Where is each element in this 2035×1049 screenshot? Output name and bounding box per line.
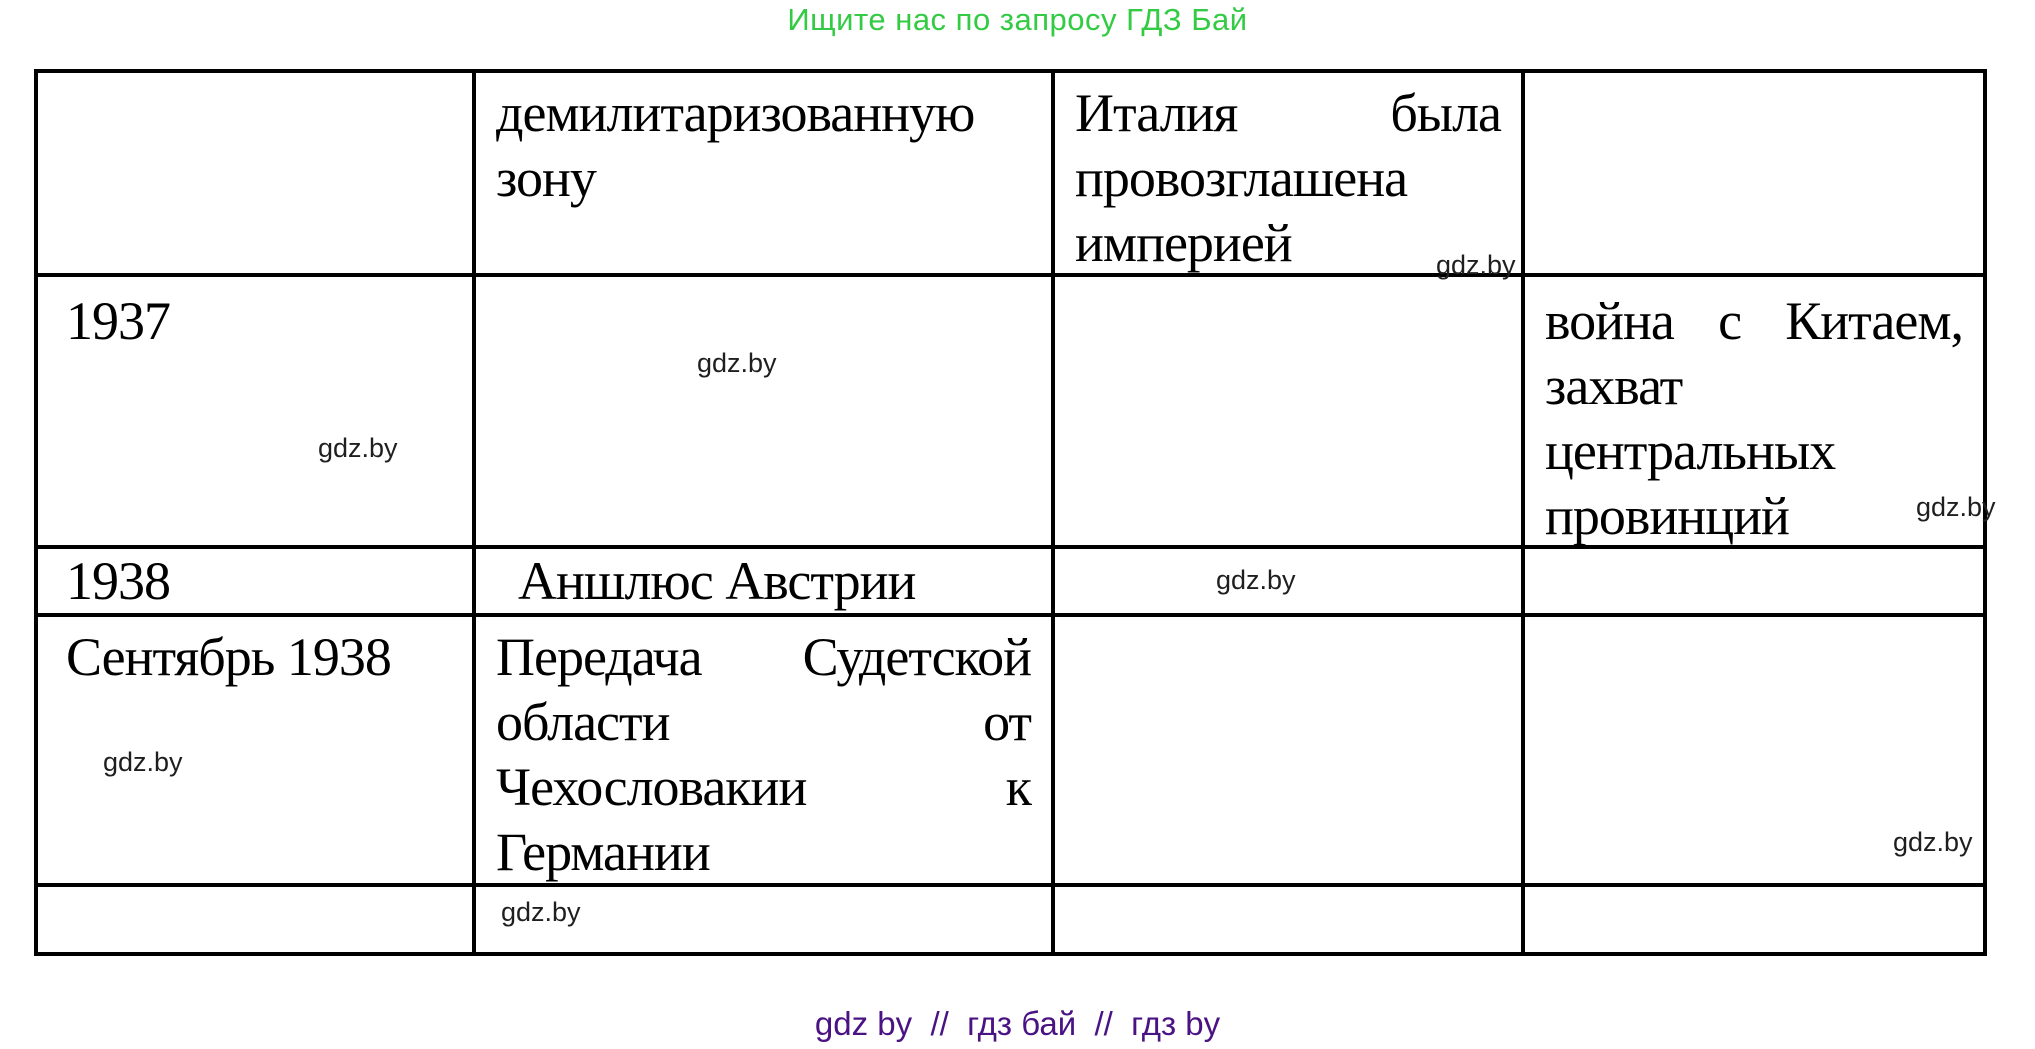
table-cell-r3-c2 bbox=[476, 549, 1055, 617]
promo-banner: Ищите нас по запросу ГДЗ Бай bbox=[787, 2, 1248, 37]
gdzby-watermark: gdz.by bbox=[103, 747, 183, 777]
cell-text-line: Сентябрь 1938 bbox=[66, 627, 391, 687]
table-cell-r1-c2 bbox=[476, 73, 1055, 277]
cell-text-line: Чехословакии к bbox=[496, 757, 1031, 817]
table-cell-r5-c4 bbox=[1525, 887, 1987, 956]
cell-text-line: провинций bbox=[1545, 486, 1789, 546]
table-cell-r5-c1 bbox=[38, 887, 476, 956]
gdzby-watermark: gdz.by bbox=[318, 433, 398, 463]
cell-text-line: Передача Судетской bbox=[496, 627, 1031, 687]
gdzby-watermark: gdz.by bbox=[1436, 250, 1516, 280]
table-cell-r2-c1 bbox=[38, 277, 476, 549]
cell-text-line: зону bbox=[496, 148, 596, 208]
table-cell-r4-c3 bbox=[1055, 617, 1525, 887]
cell-text-line: области от bbox=[496, 692, 1031, 752]
cell-text-line: война с Китаем, bbox=[1545, 291, 1963, 351]
table-cell-r4-c2 bbox=[476, 617, 1055, 887]
table-cell-r1-c4 bbox=[1525, 73, 1987, 277]
table-cell-r1-c1 bbox=[38, 73, 476, 277]
cell-text-line: 1938 bbox=[66, 551, 170, 611]
table-cell-r3-c1 bbox=[38, 549, 476, 617]
gdzby-watermark: gdz.by bbox=[1216, 565, 1296, 595]
cell-text-line: Аншлюс Австрии bbox=[518, 551, 916, 611]
table-cell-r2-c3 bbox=[1055, 277, 1525, 549]
table-cell-r5-c3 bbox=[1055, 887, 1525, 956]
timeline-table bbox=[34, 69, 1987, 956]
gdzby-watermark: gdz.by bbox=[501, 897, 581, 927]
cell-text-line: Италия была bbox=[1075, 83, 1501, 143]
cell-text-line: захват bbox=[1545, 356, 1683, 416]
cell-text-line: демилитаризованную bbox=[496, 83, 975, 143]
cell-text-line: Германии bbox=[496, 822, 710, 882]
cell-text-line: провозглашена bbox=[1075, 148, 1408, 208]
cell-text-line: 1937 bbox=[66, 291, 170, 351]
cell-text-line: империей bbox=[1075, 213, 1292, 273]
gdzby-watermark: gdz.by bbox=[697, 348, 777, 378]
table-cell-r3-c4 bbox=[1525, 549, 1987, 617]
gdzby-watermark: gdz.by bbox=[1916, 492, 1996, 522]
footer-watermark: gdz by // гдз бай // гдз by bbox=[814, 1005, 1221, 1042]
table-cell-r1-c3 bbox=[1055, 73, 1525, 277]
cell-text-line: центральных bbox=[1545, 421, 1836, 481]
gdzby-watermark: gdz.by bbox=[1893, 827, 1973, 857]
table-cell-r2-c2 bbox=[476, 277, 1055, 549]
